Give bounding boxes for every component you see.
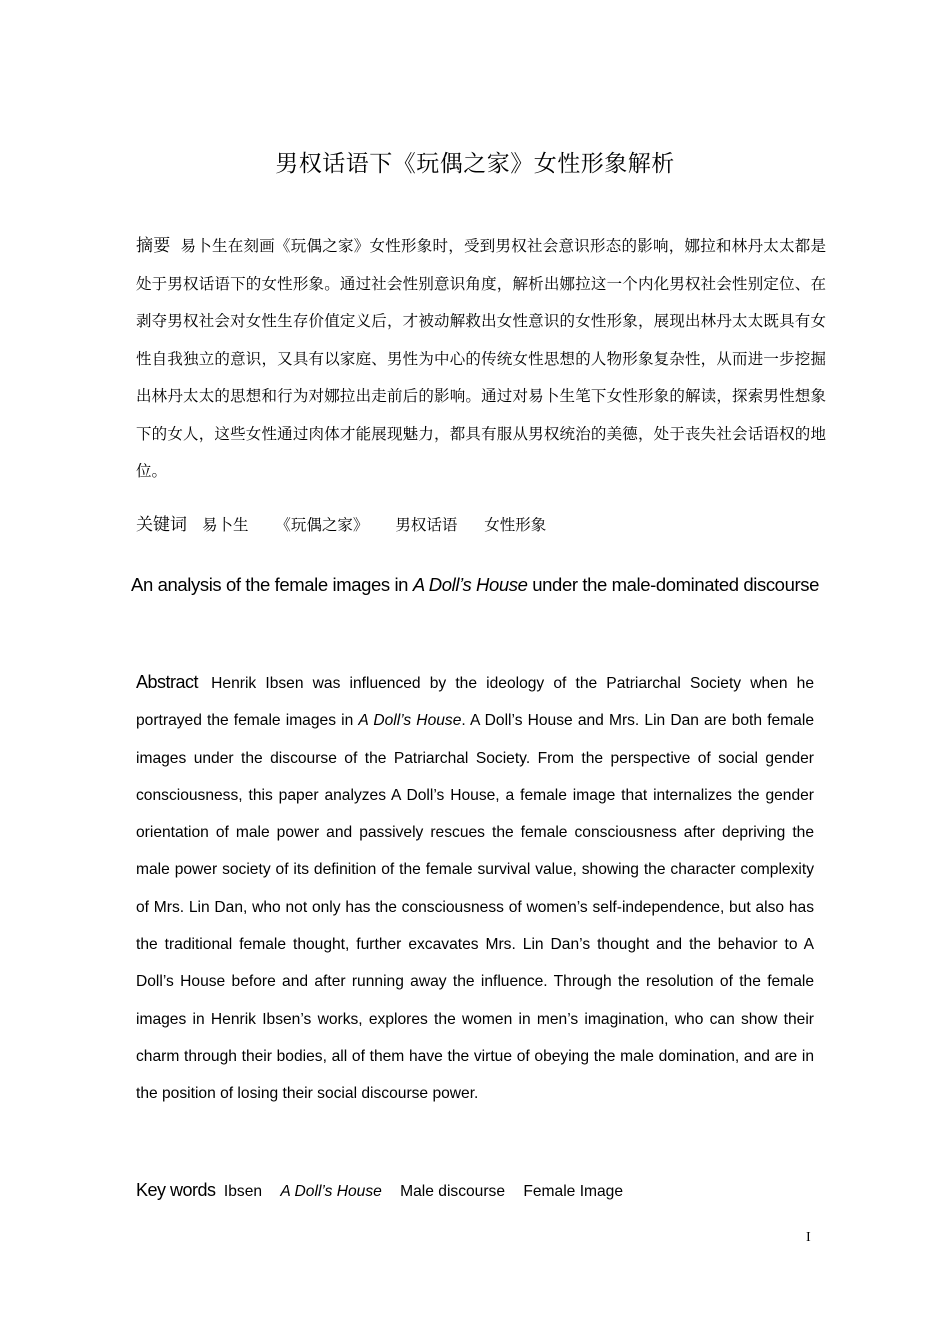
chinese-keywords-label: 关键词 xyxy=(136,515,187,535)
chinese-abstract-label: 摘要 xyxy=(136,236,171,256)
english-abstract-italic: A Doll’s House xyxy=(358,712,462,730)
chinese-keyword: 易卜生 xyxy=(201,516,249,534)
english-keywords xyxy=(136,1174,637,1208)
english-title-italic: A Doll’s House xyxy=(412,574,528,595)
english-title xyxy=(120,566,830,603)
english-title-part: under the male-dominated discourse xyxy=(527,574,819,595)
english-keyword: Male discourse xyxy=(400,1183,506,1200)
english-abstract xyxy=(136,664,814,1113)
chinese-keyword: 女性形象 xyxy=(484,516,547,534)
english-abstract-text: . A Doll’s House and Mrs. Lin Dan are both female images under the discourse of the Patriarchal Society. From the perspective of social gender consciousness, this paper analyzes A Doll’s House, a female image that internalizes the gender orientation of male power and passively rescues the female consciousness after depriving the male power society of its definition of the female survival value, showing the character complexity of Mrs. Lin Dan, who not only has the consciousness of women’s self-independence, but also has the traditional female thought, further excavates Mrs. Lin Dan’s thought and the behavior to A Doll’s House before and after running away the influence. Through the resolution of the female images in Henrik Ibsen’s works, explores the women in men’s imagination, who can show their charm through their bodies, all of them have the virtue of obeying the male domination, and are in the position of losing their social discourse power. xyxy=(136,712,814,1103)
english-abstract-text: Henrik Ibsen was influenced by the ideology of the Patriarchal Society when he portrayed the female images in xyxy=(136,675,814,730)
chinese-keyword: 男权话语 xyxy=(395,516,458,534)
chinese-title: 男权话语下《玩偶之家》女性形象解析 xyxy=(275,151,675,177)
chinese-abstract-text: 易卜生在刻画《玩偶之家》女性形象时，受到男权社会意识形态的影响，娜拉和林丹太太都是处于男权话语下的女性形象。通过社会性别意识角度，解析出娜拉这一个内化男权社会性别定位、在剥夺男权社会对女性生存价值定义后，才被动解救出女性意识的女性形象，展现出林丹太太既具有女性自我独立的意识，又具有以家庭、男性为中心的传统女性思想的人物形象复杂性，从而进一步挖掘出林丹太太的思想和行为对娜拉出走前后的影响。通过对易卜生笔下女性形象的解读，探索男性想象下的女人，这些女性通过肉体才能展现魅力，都具有服从男权统治的美德，处于丧失社会话语权的地位。 xyxy=(136,237,826,480)
english-keywords-label: Key words xyxy=(136,1180,216,1200)
page-number: I xyxy=(806,1230,811,1245)
chinese-keyword: 《玩偶之家》 xyxy=(275,516,369,534)
chinese-abstract xyxy=(136,228,826,491)
chinese-keywords xyxy=(136,510,568,540)
english-abstract-label: Abstract xyxy=(136,672,199,692)
english-keyword: A Doll’s House xyxy=(280,1183,382,1200)
english-keyword: Ibsen xyxy=(223,1183,263,1200)
english-title-part: An analysis of the female images in xyxy=(131,574,413,595)
english-keyword: Female Image xyxy=(523,1183,624,1200)
